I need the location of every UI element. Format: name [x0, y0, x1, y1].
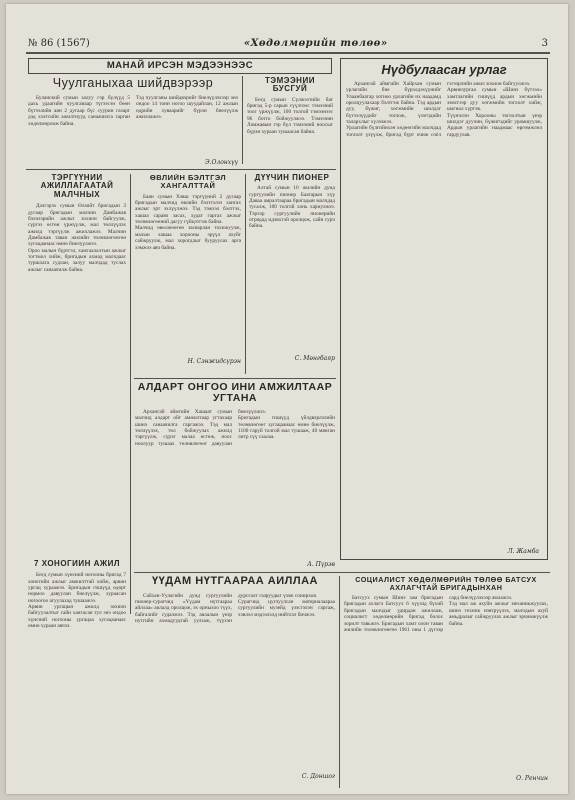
article-mid-b: [249, 174, 335, 374]
page-number: 3: [541, 37, 548, 49]
article-mid-b-title: ДҮҮЧИН ПИОНЕР: [254, 174, 330, 182]
section-title-box: [28, 58, 332, 74]
article-bottom-center: [135, 576, 335, 788]
article-mid-a-byline: Н. Сэнжидсүрэн: [187, 357, 241, 365]
rule: [134, 378, 336, 379]
article-left-bottom-title: 7 ХОНОГИЙН АЖИЛ: [34, 560, 120, 568]
article-mid-b-byline: С. Мөнгбаяр: [294, 355, 335, 363]
article-bottom-center-byline: С. Доншог: [301, 772, 335, 780]
article-right-boxed: [340, 58, 548, 560]
masthead: [28, 36, 548, 50]
section-title: МАНАЙ ИРСЭН МЭДЭЭНЭЭС: [106, 60, 254, 71]
article-bottom-center-body: Сайхан-Уулагийн дунд сургуулийн пионер-сурагчид «Үүдам нүтгаараа айллаа» аялалд оролцож, эх орныхоо түүх, байгалийг судалжээ. Тэд аялалын үеэр нутгийн ахмадуудтай уулзаж, түүхэн дурсгалт газруудыг үзэж сонирхов. Сурагчид цуглуулсан материалаараа сургуулийн музейд үзэсгэлэн гаргаж, хэвлэл мэдээлэлд нийтлэл бичжээ.: [135, 592, 335, 624]
article-mid-a-body: Баян сумын Хэвш тэргүүний 2 дугаар бригадын малчид өвлийн бэлтгэлээ хангах ажлыг эрт эхлүүлжээ. Тэд тэжээл бэлтгэх, хашаа саравч засах, худаг гаргах ажлыг төлөвлөгөөний дагуу гүйцэтгэж байна. Малчид өвөлжөөгөө засварлан тохижуулж, малын хашаа хорооны эрүүл ахуйг сайжруулж, мал хорогдлыг бууруулах арга хэмжээ авч байна.: [135, 193, 241, 251]
article-center-banner: [135, 382, 335, 572]
newspaper-page: [6, 4, 568, 794]
article-bottom-right-body: Батсуух сумын Шинэ зам бригадын бригадын ахлагч Батсуух 6 хүүхэд бүхий бригадын малчдыг удирдан ажиллаж, социалист хөдөлмөрийн бригад болох зорилт тавьжээ. Бригадын хамт олон таван жилийн төлөвлөгөөгөө 1961 оны 1 дүгээр сард биелүүлэхээр амлажээ. Тэд мал аж ахуйн ажлыг механикжуулах, шинэ техник нэвтрүүлэх, малчдын ахуй амьдралыг сайжруулах ажлыг эрчимжүүлж байна.: [344, 595, 548, 633]
article-top-middle: [247, 77, 333, 169]
article-center-banner-byline: А. Пүрэв: [307, 561, 335, 569]
article-mid-b-body: Алтай сумын 10 жилийн дунд сургуулийн пионер Баатарын хүү Даваа амралтаараа бригадын малчдад тусалж, 100 толгой хонь хариулжээ. Тэрээр сургуулийн пионерийн отрядад идэвхтэй оролцож, сайн сурч байна.: [249, 185, 335, 230]
article-top-left-footer: [28, 157, 238, 167]
article-top-middle-body: Бөгд сумын Сүлжээтийн баг бригад 5-р сарын сүүлчээс тэмээний тоог үржүүлж, 100 толгой тэмээнээс 96 ботго бойжуулжээ. Тэмээчин Ламжавын гэр бүл тэмээний ноосыг бүрэн хураан тушаасан байна.: [247, 96, 333, 135]
column-rule: [245, 174, 246, 374]
article-bottom-center-title: ҮҮДАМ НҮТГААРАА АЙЛЛАА: [152, 576, 318, 587]
article-left-bottom-body: Бөгд сумын хүнсний ногооны бригад 7 хоногийн ажлыг амжилттай хийж, арвин ургац хураажээ. Бригадын гишүүд өдөрт нормоо давуулан биелүүлж, хураасан ногоогоо агуулахад тушаажээ. Арвин ургацын ажилд зохион байгуулалтыг сайн хангасан тул энэ ондоо хүнсний ногооны ургацаа хугацаанаас өмнө хураан авчээ.: [28, 572, 126, 630]
column-rule: [339, 576, 340, 788]
article-mid-a: [135, 174, 241, 374]
article-center-banner-body: Архангай аймгийн Хашаат сумын малчид алдарт ойг амжилтаар угтахаар шинэ санаачилга гаргажээ. Тэд мал төллүүлэх, төл бойжуулах ажилд тэргүүлж, сүрэг малаа өсгөж, ноос ноолуур тушаах төлөвлөгөөг давуулан биелүүлжээ. Бригадын гишүүд үйлдвэрлэлийн төлөвлөгөөг хугацаанаас өмнө биелүүлж, 1100 гаруй толгой мал тушааж, 40 мянган литр сүү саалаа.: [135, 409, 335, 447]
article-left-column-body: Дэлгэрэх сумын Өлзийт бригадын 3 дугаар бригадын малчин Дамбажав бэлчээрийн ажлыг зохион байгуулж, сүргээ өсгөн үржүүлж, мал төллүүлэх ажилд тэргүүлж ажиллажээ. Малчин Дамбажав таван жилийн төлөвлөгөөгөө хугацаанаас өмнө биелүүлжээ. Ороо малын бүртгэл, хамгаалалтын ажлыг тогтмол хийж, бригадын ахмад малчдаас туршлага судлан, залуу малчдад туслах ажлыг санаачилж байна.: [28, 203, 126, 273]
paper-name: «Хөдөлмөрийн төлөө»: [243, 37, 388, 49]
article-right-body: Архангай аймгийн Хайрхан сумын урлагийн бие бүрэлдэхүүнийг Улаанбаатар хотноо урлагийн их наадамд оролцуулахаар бэлтгэж байна. Тэд ардын дуу, бүжиг, хөгжмийн шилдэг бүтээлүүдийг тоглож, үзэгчдийн талархлыг хүлээжээ. Урлагийн бүлгийнхэн хөдөөгийн малчдад тоглолт үзүүлж, бригад бүрт очиж соёл гэгээрлийн ажил зохион байгуулжээ. Арвинзургаа сумын «Шинэ бүтээл» хамтлагийн гишүүд ардын хөгжмийн зэмсгээр дуу хөгжмийн тоглолт хийж, шагнал хүртэв. Түүнчлэн Хорооны тоглолтын үеэр шилдэг дуучин, бүжигчдийг урамшуулж, Ардын урлагийн наадмаас өргөмжлөл гардуулав.: [346, 81, 542, 138]
issue-number: № 86 (1567): [28, 37, 90, 49]
article-left-bottom: [28, 560, 126, 788]
rule: [134, 572, 550, 573]
article-top-left: [28, 77, 238, 157]
article-mid-a-title: ӨВЛИЙН БЭЛТГЭЛ ХАНГАЛТТАЙ: [149, 174, 227, 190]
article-left-column: [28, 174, 126, 554]
article-left-column-title: ТЭРГҮҮНИЙ АЖИЛЛАГААТАЙ МАЛЧНЫХ: [40, 174, 114, 199]
article-top-left-title: Чуулганыхаа шийдвэрээр: [52, 77, 214, 90]
article-bottom-right-title: СОЦИАЛИСТ ХӨДӨЛМӨРИЙН ТӨЛӨӨ БАТСУХ АХЛАГЧТАЙ БРИГАДЫНХАН: [355, 576, 537, 592]
article-bottom-right: [344, 576, 548, 788]
article-right-byline: Л. Жамба: [507, 548, 539, 555]
article-top-left-byline: Э.Олонхүү: [204, 159, 238, 166]
article-top-left-body: Буланский сумын залуу гэр бүлүүд 5 дахь удаагийн чуулганаар түгээсэн бөөн бүтээлийн аян 2 дугаар бүс суурин газарт дэд хэлтсийн ажилтнууд санаачилга гарган хөдөлмөрлөж байна. Тэд чуулганы шийдвэрийг биелүүлэхээр энэ ондоо 14 тонн ногоо шуудайлан, 12 ажлын өдрийн хуваарийг бүрэн биелүүлж ажиллажээ.: [28, 95, 238, 127]
article-right-title: Нүдбулаасан урлаг: [381, 62, 507, 77]
article-bottom-right-byline: О. Ренчин: [516, 775, 548, 783]
rule: [26, 169, 336, 170]
column-rule: [130, 174, 131, 614]
masthead-rule: [26, 52, 550, 54]
column-rule: [242, 76, 243, 164]
article-center-banner-title: АЛДАРТ ОНГОО ИНИ АМЖИЛТААР УГТАНА: [137, 382, 333, 405]
article-top-middle-title: ТЭМЭЭНИЙ БУСГУЙ: [265, 77, 315, 94]
